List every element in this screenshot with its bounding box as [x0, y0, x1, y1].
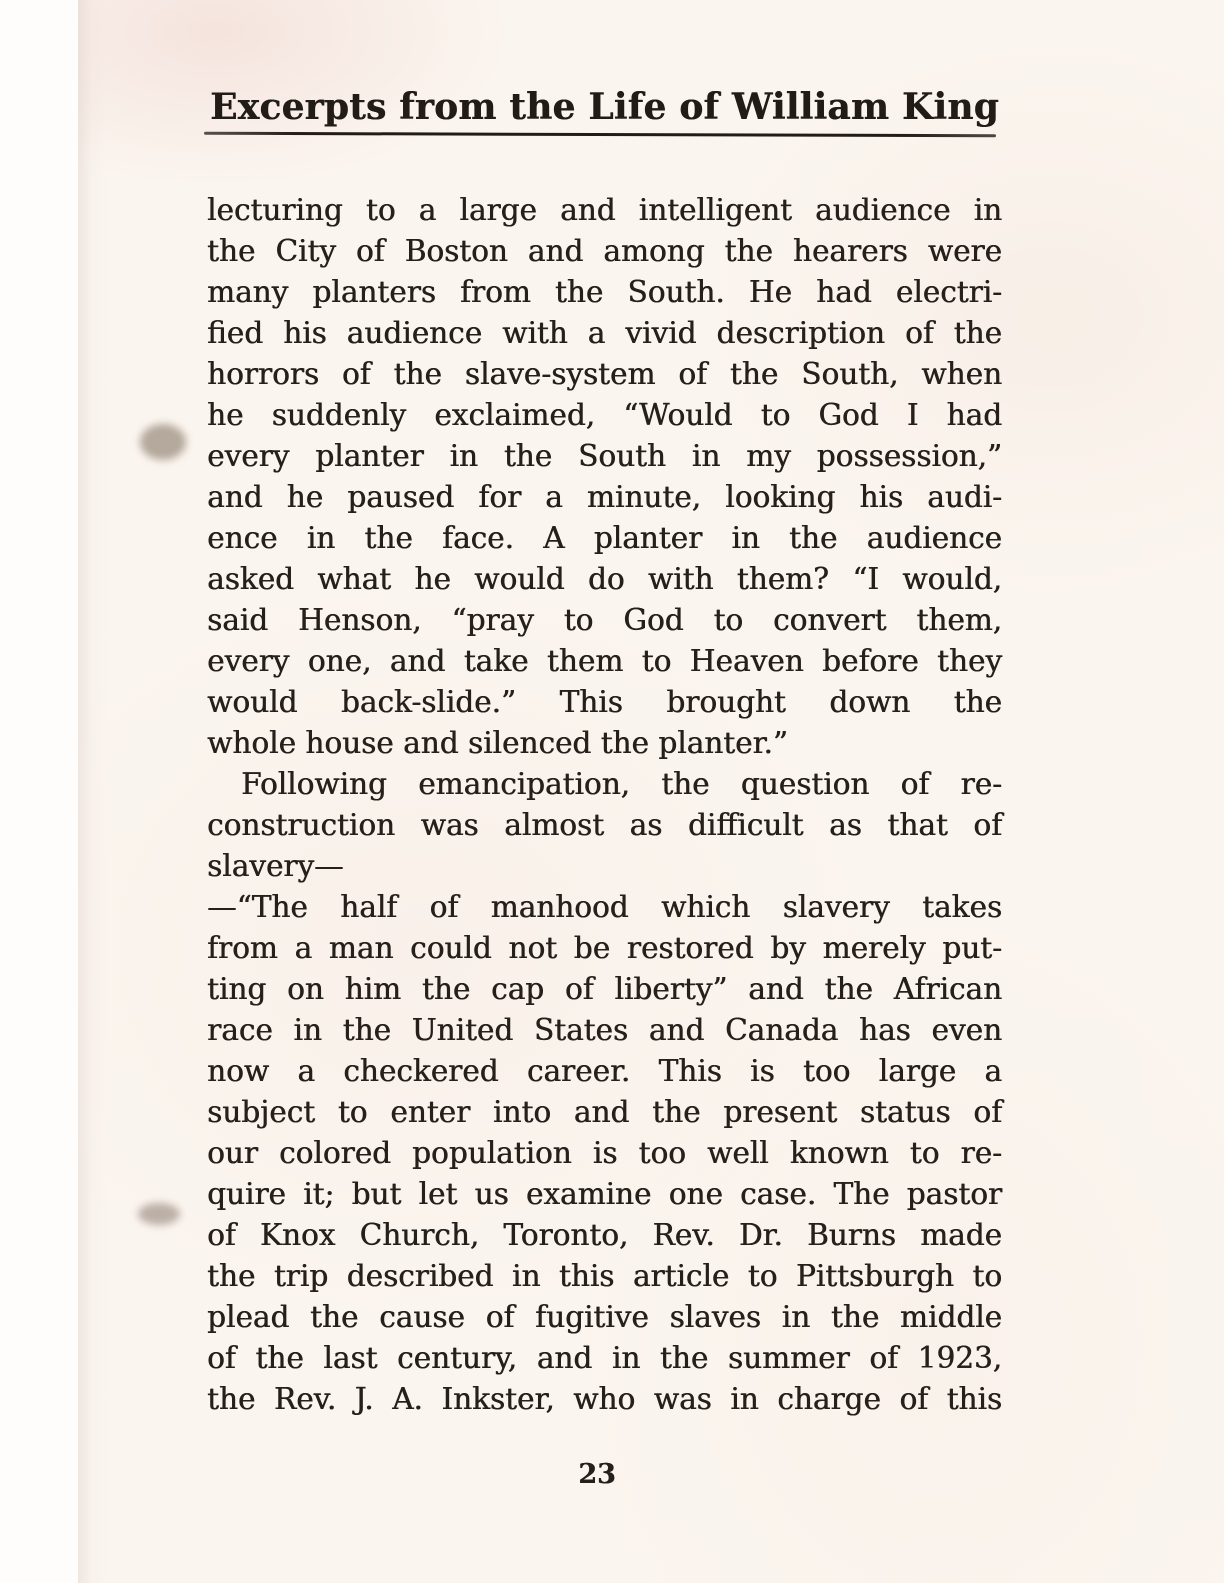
text-line: ting on him the cap of liberty” and the African — [207, 972, 1002, 1006]
binding-smudge — [140, 424, 186, 460]
text-line: whole house and silenced the planter.” — [207, 726, 788, 760]
text-line: horrors of the slave-system of the South, when — [207, 357, 1002, 391]
text-line: said Henson, “pray to God to convert them, — [207, 603, 1002, 637]
text-line: every one, and take them to Heaven before they — [207, 644, 1002, 678]
text-line: the Rev. J. A. Inkster, who was in charge of this — [207, 1382, 1002, 1416]
text-line: plead the cause of fugitive slaves in the middle — [207, 1300, 1002, 1334]
text-line: the City of Boston and among the hearers were — [207, 234, 1002, 268]
text-line: and he paused for a minute, looking his audi- — [207, 480, 1002, 514]
text-line: many planters from the South. He had electri- — [207, 275, 1002, 309]
page-title: Excerpts from the Life of William King — [210, 86, 999, 128]
text-line: from a man could not be restored by merely put- — [207, 931, 1002, 965]
body-text — [207, 190, 1002, 1420]
text-line: slavery— — [207, 849, 344, 883]
text-line: race in the United States and Canada has even — [207, 1013, 1002, 1047]
text-line: asked what he would do with them? “I would, — [207, 562, 1002, 596]
page-number: 23 — [578, 1459, 616, 1490]
binding-smudge — [138, 1203, 180, 1225]
text-line: fied his audience with a vivid description of the — [207, 316, 1002, 350]
text-line: every planter in the South in my possession,” — [207, 439, 1002, 473]
text-line: —“The half of manhood which slavery takes — [207, 890, 1002, 924]
text-line: of Knox Church, Toronto, Rev. Dr. Burns made — [207, 1218, 1002, 1252]
text-line: he suddenly exclaimed, “Would to God I had — [207, 398, 1002, 432]
text-line: lecturing to a large and intelligent audience in — [207, 193, 1002, 227]
text-line: the trip described in this article to Pittsburgh to — [207, 1259, 1002, 1293]
text-line: quire it; but let us examine one case. The pastor — [207, 1177, 1002, 1211]
text-line: Following emancipation, the question of re- — [241, 767, 1002, 801]
text-line: construction was almost as difficult as that of — [207, 808, 1002, 842]
text-line: ence in the face. A planter in the audience — [207, 521, 1002, 555]
text-line: would back-slide.” This brought down the — [207, 685, 1002, 719]
text-line: of the last century, and in the summer of 1923, — [207, 1341, 1002, 1375]
text-line: now a checkered career. This is too large a — [207, 1054, 1002, 1088]
text-line: our colored population is too well known to re- — [207, 1136, 1002, 1170]
text-line: subject to enter into and the present status of — [207, 1095, 1002, 1129]
